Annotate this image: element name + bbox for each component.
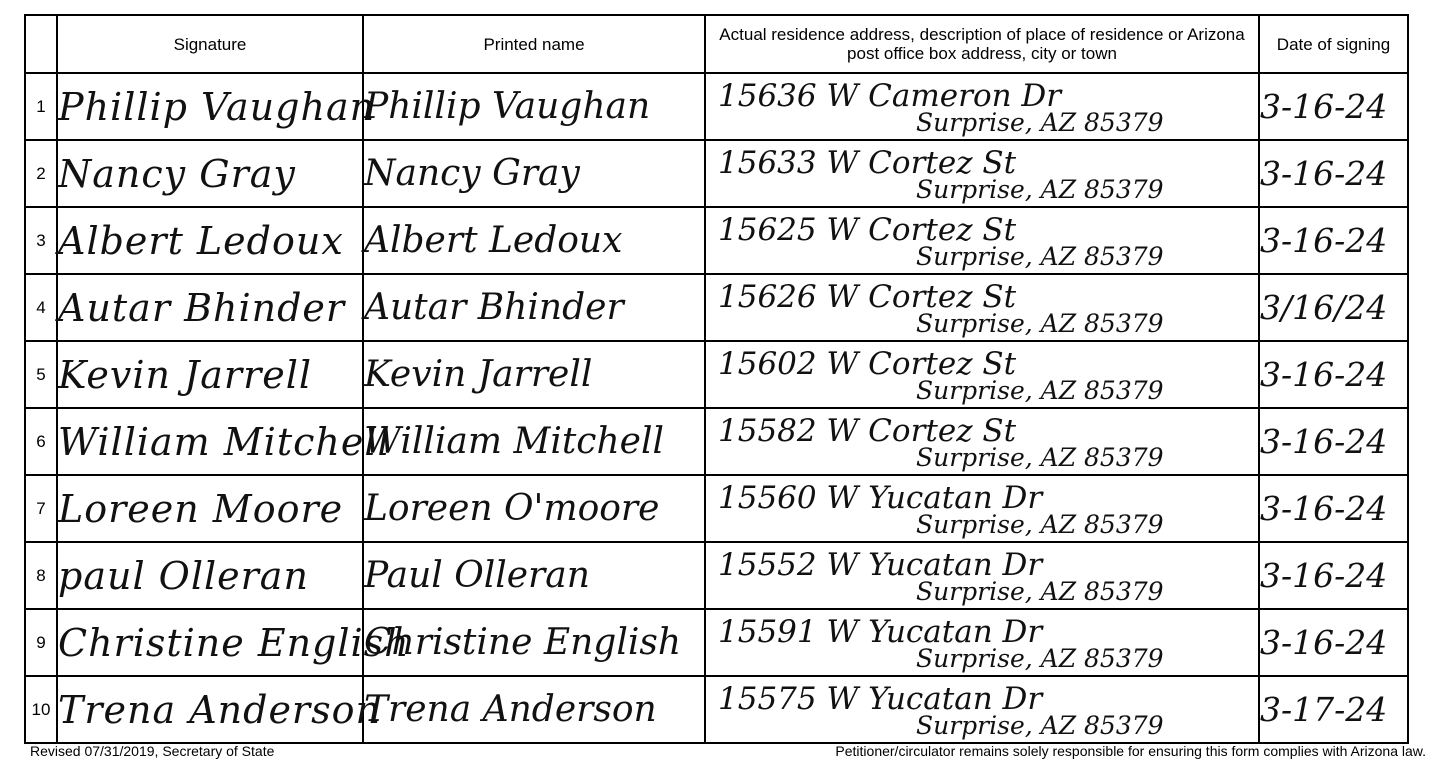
address-cell xyxy=(705,542,1259,609)
table-row xyxy=(25,542,1408,609)
printed-name-cell: William Mitchell xyxy=(363,408,705,475)
signature-cell: Albert Ledoux xyxy=(57,207,363,274)
signature-cell: Loreen Moore xyxy=(57,475,363,542)
table-row xyxy=(25,140,1408,207)
address-cell xyxy=(705,73,1259,140)
signature-cell: Phillip Vaughan xyxy=(57,73,363,140)
footer-revision-note: Revised 07/31/2019, Secretary of State xyxy=(30,743,275,759)
row-number: 6 xyxy=(25,408,57,475)
signature-table xyxy=(24,14,1409,744)
address-cell xyxy=(705,408,1259,475)
date-cell: 3-16-24 xyxy=(1259,475,1408,542)
row-number-header xyxy=(25,15,57,73)
printed-name-cell: Paul Olleran xyxy=(363,542,705,609)
date-cell: 3/16/24 xyxy=(1259,274,1408,341)
signature-rows xyxy=(25,73,1408,743)
table-row xyxy=(25,207,1408,274)
printed-name-header: Printed name xyxy=(363,15,705,73)
date-cell: 3-16-24 xyxy=(1259,140,1408,207)
address-line-1: 15582 W Cortez St xyxy=(718,413,1017,449)
address-cell xyxy=(705,207,1259,274)
address-line-2: Surprise, AZ 85379 xyxy=(916,577,1164,606)
printed-name-cell: Christine English xyxy=(363,609,705,676)
address-cell xyxy=(705,609,1259,676)
signature-cell: William Mitchell xyxy=(57,408,363,475)
address-cell xyxy=(705,341,1259,408)
printed-name-cell: Phillip Vaughan xyxy=(363,73,705,140)
address-line-1: 15560 W Yucatan Dr xyxy=(718,480,1043,516)
address-line-2: Surprise, AZ 85379 xyxy=(916,108,1164,137)
row-number: 3 xyxy=(25,207,57,274)
address-cell xyxy=(705,140,1259,207)
footer-disclaimer: Petitioner/circulator remains solely responsible for ensuring this form complies with Arizona law. xyxy=(835,743,1426,759)
address-line-2: Surprise, AZ 85379 xyxy=(916,510,1164,539)
address-line-1: 15575 W Yucatan Dr xyxy=(718,681,1043,717)
address-line-1: 15625 W Cortez St xyxy=(718,212,1017,248)
address-line-1: 15602 W Cortez St xyxy=(718,346,1017,382)
printed-name-cell: Loreen O'moore xyxy=(363,475,705,542)
signature-cell: Nancy Gray xyxy=(57,140,363,207)
table-row xyxy=(25,274,1408,341)
row-number: 7 xyxy=(25,475,57,542)
table-row xyxy=(25,73,1408,140)
address-cell xyxy=(705,475,1259,542)
address-header: Actual residence address, description of place of residence or Arizona post office box address, city or town xyxy=(705,15,1259,73)
address-line-2: Surprise, AZ 85379 xyxy=(916,711,1164,740)
row-number: 9 xyxy=(25,609,57,676)
table-row xyxy=(25,609,1408,676)
date-cell: 3-16-24 xyxy=(1259,73,1408,140)
header-row xyxy=(25,15,1408,73)
printed-name-cell: Trena Anderson xyxy=(363,676,705,743)
row-number: 10 xyxy=(25,676,57,743)
address-cell xyxy=(705,676,1259,743)
table-row xyxy=(25,408,1408,475)
date-cell: 3-16-24 xyxy=(1259,408,1408,475)
address-line-1: 15633 W Cortez St xyxy=(718,145,1017,181)
address-line-1: 15552 W Yucatan Dr xyxy=(718,547,1043,583)
printed-name-cell: Nancy Gray xyxy=(363,140,705,207)
address-line-2: Surprise, AZ 85379 xyxy=(916,443,1164,472)
address-line-2: Surprise, AZ 85379 xyxy=(916,242,1164,271)
date-header: Date of signing xyxy=(1259,15,1408,73)
date-cell: 3-17-24 xyxy=(1259,676,1408,743)
address-line-1: 15626 W Cortez St xyxy=(718,279,1017,315)
printed-name-cell: Kevin Jarrell xyxy=(363,341,705,408)
row-number: 2 xyxy=(25,140,57,207)
date-cell: 3-16-24 xyxy=(1259,207,1408,274)
date-cell: 3-16-24 xyxy=(1259,542,1408,609)
signature-cell: Autar Bhinder xyxy=(57,274,363,341)
date-cell: 3-16-24 xyxy=(1259,609,1408,676)
address-line-2: Surprise, AZ 85379 xyxy=(916,376,1164,405)
address-line-2: Surprise, AZ 85379 xyxy=(916,644,1164,673)
address-line-1: 15636 W Cameron Dr xyxy=(718,78,1062,114)
signature-header: Signature xyxy=(57,15,363,73)
table-row xyxy=(25,676,1408,743)
address-line-2: Surprise, AZ 85379 xyxy=(916,309,1164,338)
printed-name-cell: Albert Ledoux xyxy=(363,207,705,274)
signature-cell: Christine English xyxy=(57,609,363,676)
signature-cell: Kevin Jarrell xyxy=(57,341,363,408)
row-number: 8 xyxy=(25,542,57,609)
table-row xyxy=(25,475,1408,542)
table-row xyxy=(25,341,1408,408)
signature-cell: Trena Anderson xyxy=(57,676,363,743)
signature-cell: paul Olleran xyxy=(57,542,363,609)
row-number: 4 xyxy=(25,274,57,341)
printed-name-cell: Autar Bhinder xyxy=(363,274,705,341)
address-cell xyxy=(705,274,1259,341)
row-number: 1 xyxy=(25,73,57,140)
row-number: 5 xyxy=(25,341,57,408)
date-cell: 3-16-24 xyxy=(1259,341,1408,408)
address-line-2: Surprise, AZ 85379 xyxy=(916,175,1164,204)
address-line-1: 15591 W Yucatan Dr xyxy=(718,614,1043,650)
